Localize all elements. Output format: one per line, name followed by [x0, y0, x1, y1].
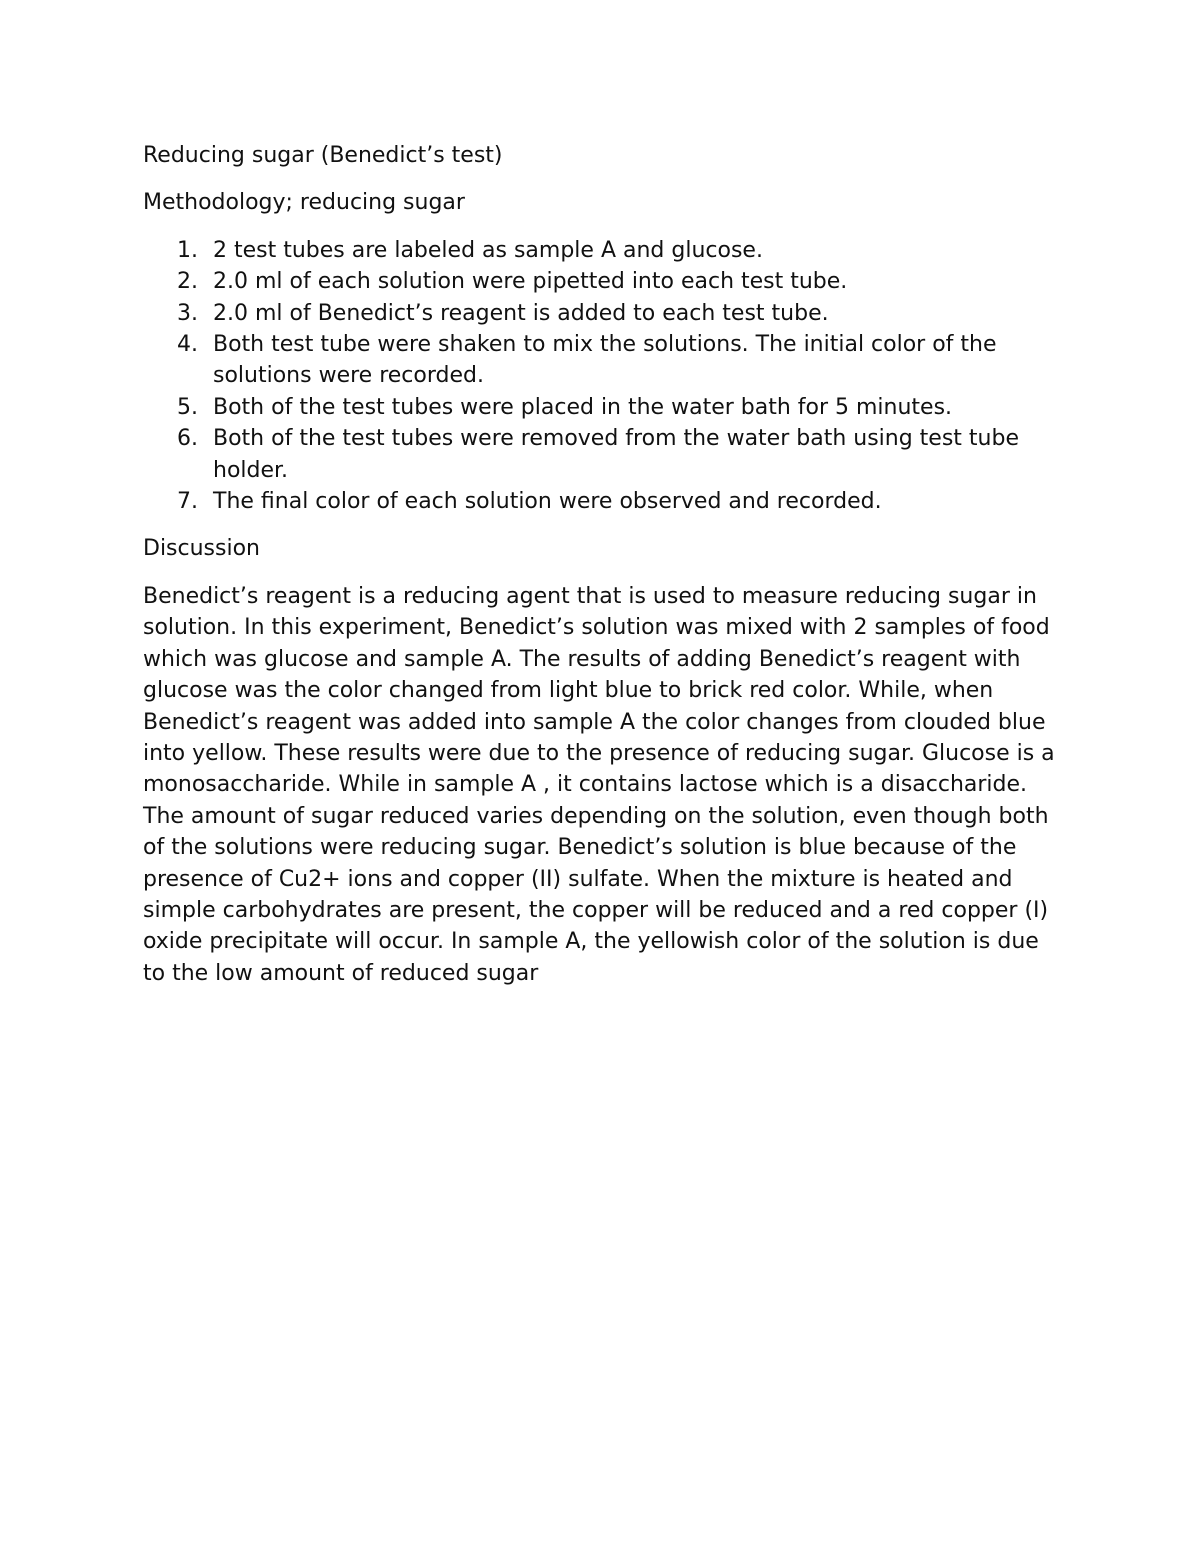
document-title: Reducing sugar (Benedict’s test) [143, 143, 503, 168]
step-number: 3. [177, 300, 198, 326]
list-item [143, 266, 1063, 297]
step-text: 2.0 ml of each solution were pipetted into each test tube. [213, 269, 848, 295]
list-item [143, 235, 1063, 266]
list-item [143, 298, 1063, 329]
step-number: 6. [177, 426, 198, 452]
step-text: Both test tube were shaken to mix the solutions. The initial color of the solutions were recorded. [213, 332, 997, 389]
discussion-heading: Discussion [143, 536, 260, 562]
step-number: 5. [177, 394, 198, 420]
methodology-heading: Methodology; reducing sugar [143, 190, 465, 216]
step-number: 7. [177, 489, 198, 515]
methodology-steps-list [143, 235, 1063, 518]
step-text: 2.0 ml of Benedict’s reagent is added to each test tube. [213, 300, 829, 326]
step-number: 1. [177, 237, 198, 263]
step-number: 4. [177, 332, 198, 358]
list-item [143, 329, 1063, 392]
list-item [143, 392, 1063, 423]
step-number: 2. [177, 269, 198, 295]
step-text: Both of the test tubes were placed in the water bath for 5 minutes. [213, 394, 953, 420]
step-text: The final color of each solution were observed and recorded. [213, 489, 882, 515]
step-text: 2 test tubes are labeled as sample A and glucose. [213, 237, 763, 263]
list-item [143, 423, 1063, 486]
step-text: Both of the test tubes were removed from the water bath using test tube holder. [213, 426, 1019, 483]
list-item [143, 486, 1063, 517]
discussion-paragraph: Benedict’s reagent is a reducing agent that is used to measure reducing sugar in solution. In this experiment, Benedict’s solution was mixed with 2 samples of food which was glucose and sample A. The results of adding Benedict’s reagent with glucose was the color changed from light blue to brick red color. While, when Benedict’s reagent was added into sample A the color changes from clouded blue into yellow. These results were due to the presence of reducing sugar. Glucose is a monosaccharide. While in sample A , it contains lactose which is a disaccharide. The amount of sugar reduced varies depending on the solution, even though both of the solutions were reducing sugar. Benedict’s solution is blue because of the presence of Cu2+ ions and copper (II) sulfate. When the mixture is heated and simple carbohydrates are present, the copper will be reduced and a red copper (I) oxide precipitate will occur. In sample A, the yellowish color of the solution is due to the low amount of reduced sugar [143, 583, 1055, 986]
document-page [143, 140, 1063, 989]
